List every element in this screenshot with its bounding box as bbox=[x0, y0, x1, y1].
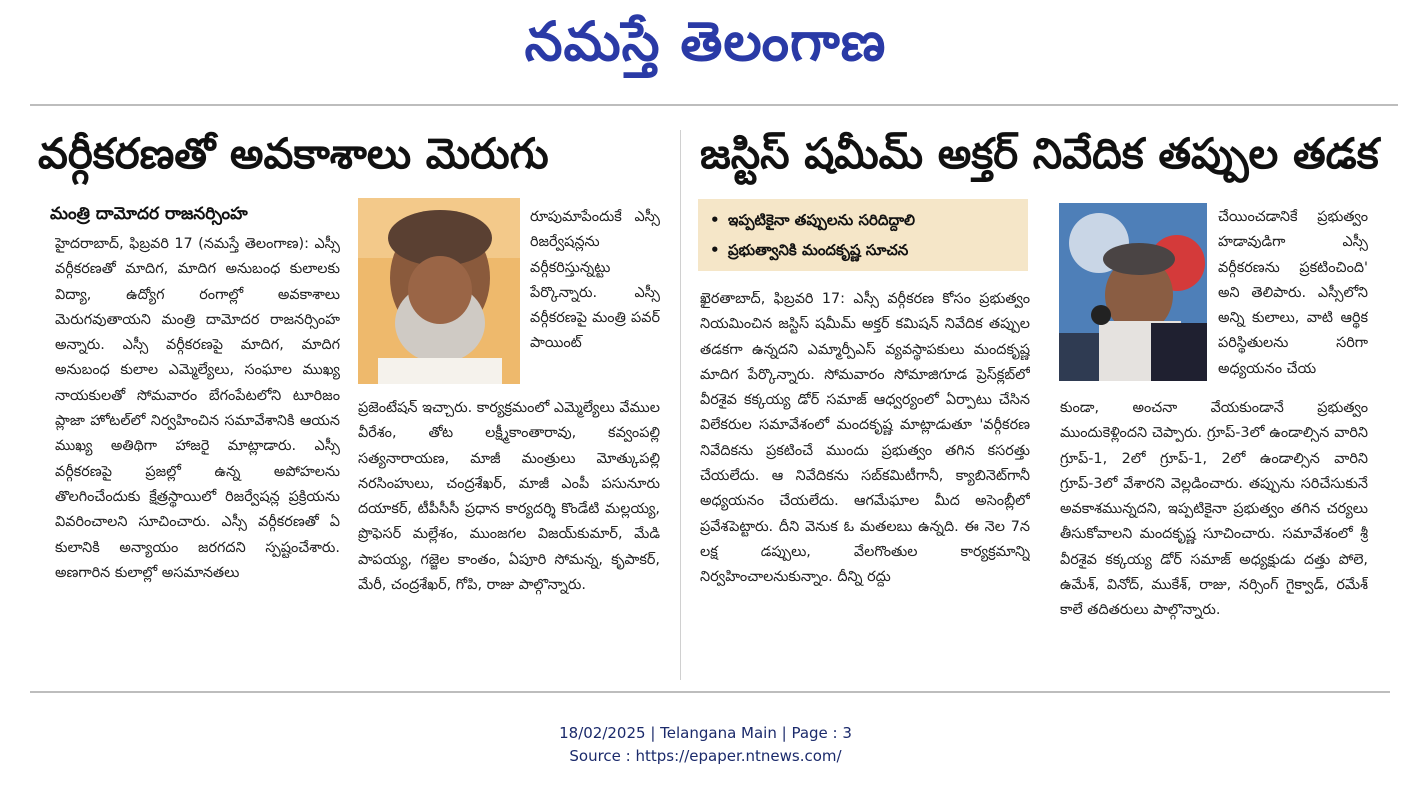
bullet-icon: • bbox=[710, 211, 720, 229]
masthead-divider bbox=[30, 104, 1398, 106]
footer-date-edition: 18/02/2025 | Telangana Main | Page : 3 bbox=[559, 724, 852, 742]
left-article-col2-top bbox=[530, 205, 660, 385]
left-article-headline: వర్గీకరణతో అవకాశాలు మెరుగు bbox=[38, 129, 549, 178]
bullet-icon: • bbox=[710, 241, 720, 259]
right-article-headline: జస్టిస్ షమీమ్ అక్తర్ నివేదిక తప్పుల తడక bbox=[700, 129, 1379, 178]
right-article-col1-text: ఖైరతాబాద్, ఫిబ్రవరి 17: ఎస్సీ వర్గీకరణ కోసం ప్రభుత్వం నియమించిన జస్టిస్ షమీమ్ అక్తర్ కమిషన్ నివేదిక తప్పుల తడకగా ఉన్నదని ఎమ్మార్పీఎస్ వ్యవస్థాపకులు మందకృష్ణ మాదిగ పేర్కొన్నారు. సోమవారం సోమాజిగూడ ప్రెస్‌క్లబ్‌లో వీరశైవ కక్కయ్య డోర్ సమాజ్ ఆధ్వర్యంలో ఏర్పాటు చేసిన విలేకరుల సమావేశంలో మందకృష్ణ మాట్లాడుతూ 'వర్గీకరణ నివేదికను ప్రకటించే ముందు ప్రభుత్వం తగిన కసరత్తు చేయలేదు. ఆ నివేదికను సబ్‌కమిటీగానీ, క్యాబినెట్‌గానీ అధ్యయనం చేయలేదు. ఆగమేఘాల మీద అసెంబ్లీలో ప్రవేశపెట్టారు. దీని వెనుక ఓ మతలబు ఉన్నది. ఈ నెల 7న లక్ష డప్పులు, వేలగొంతుల కార్యక్రమాన్ని నిర్వహించాలనుకున్నాం. దీన్ని రద్దు bbox=[700, 291, 1030, 586]
highlight-text: ప్రభుత్వానికి మందకృష్ణ సూచన bbox=[728, 241, 909, 259]
bottom-divider bbox=[30, 691, 1390, 693]
minister-portrait-image bbox=[358, 198, 520, 384]
footer-source: Source : https://epaper.ntnews.com/ bbox=[569, 747, 842, 765]
highlight-text: ఇప్పటికైనా తప్పులను సరిదిద్దాలి bbox=[728, 211, 916, 229]
left-article-col2-bottom-text: ప్రజెంటేషన్ ఇచ్చారు. కార్యక్రమంలో ఎమ్మెల్యేలు వేముల వీరేశం, తోట లక్ష్మీకాంతారావు, కవ్వంపల్లి సత్యనారాయణ, మాజీ మంత్రులు మోత్కుపల్లి నరసింహులు, చంద్రశేఖర్, మాజీ ఎంపీ పసునూరు దయాకర్, టీపీసీసీ ప్రధాన కార్యదర్శి కొండేటి మల్లయ్య, ప్రొఫెసర్ మల్లేశం, ముంజగల విజయ్‌కుమార్, మేడి పాపయ్య, గజ్జెల కాంతం, ఏపూరి సోమన్న, కృపాకర్, మేరీ, చంద్రశేఖర్, గోపి, రాజు పాల్గొన్నారు. bbox=[358, 400, 660, 594]
right-article-col2-top bbox=[1218, 205, 1368, 385]
left-article-byline: మంత్రి దామోదర రాజనర్సింహ bbox=[50, 204, 248, 224]
mandakrishna-portrait-image bbox=[1059, 203, 1207, 381]
left-article-col1 bbox=[55, 232, 340, 672]
right-article-col1 bbox=[700, 287, 1030, 685]
minister-photo bbox=[358, 198, 520, 384]
highlights-box bbox=[698, 199, 1028, 271]
highlight-item bbox=[710, 235, 1016, 265]
right-article-col2-top-text: చేయించడానికే ప్రభుత్వం హడావుడిగా ఎస్సీ వర్గీకరణను ప్రకటించింది' అని తెలిపారు. ఎస్సీలోని అన్ని కులాలు, వాటి ఆర్థిక పరిస్థితులను సరిగా అధ్యయనం చేయ bbox=[1218, 209, 1368, 377]
highlight-item bbox=[710, 205, 1016, 235]
column-divider bbox=[680, 130, 681, 680]
left-article-col2-bottom bbox=[358, 396, 660, 672]
right-article-col2-bottom-text: కుండా, అంచనా వేయకుండానే ప్రభుత్వం ముందుకెళ్లిందని చెప్పారు. గ్రూప్-3లో ఉండాల్సిన వారిని గ్రూప్-1, 2లో గ్రూప్-1, 2లో ఉండాల్సిన వారిని గ్రూప్-3లో వేశారని వెల్లడించారు. తప్పును సరిచేసుకునే అవకాశమున్నదని, ఇప్పటికైనా ప్రభుత్వం తగిన చర్యలు తీసుకోవాలని మందకృష్ణ సూచించారు. సమావేశంలో శ్రీ వీరశైవ కక్కయ్య డోర్ సమాజ్ అధ్యక్షుడు దత్తు పోలె, ఉమేశ్, వినోద్, ముకేశ్, రాజు, నర్సింగ్ గైక్వాడ్, రమేశ్ కాలే తదితరులు పాల్గొన్నారు. bbox=[1060, 400, 1368, 619]
right-article-col2-bottom bbox=[1060, 396, 1368, 676]
mandakrishna-photo bbox=[1059, 203, 1207, 381]
left-article-col1-text: హైదరాబాద్, ఫిబ్రవరి 17 (నమస్తే తెలంగాణ): ఎస్సీ వర్గీకరణతో మాదిగ, మాదిగ అనుబంధ కులాలకు విద్యా, ఉద్యోగ రంగాల్లో అవకాశాలు మెరుగవుతాయని మంత్రి దామోదర రాజనర్సింహ అన్నారు. ఎస్సీ వర్గీకరణపై మాదిగ, మాదిగ అనుబంధ కులాల ఎమ్మెల్యేలు, సంఘాల ముఖ్య నాయకులతో సోమవారం బేగంపేటలోని టూరిజం ప్లాజా హోటల్‌లో నిర్వహించిన సమావేశానికి ఆయన ముఖ్య అతిథిగా హాజరై మాట్లాడారు. ఎస్సీ వర్గీకరణపై ప్రజల్లో ఉన్న అపోహలను తొలగించేందుకు క్షేత్రస్థాయిలో రిజర్వేషన్ల ప్రక్రియను వివరించాలని సూచించారు. ఎస్సీ వర్గీకరణతో ఏ కులానికి అన్యాయం జరగదని స్పష్టంచేశారు. అణగారిన కులాల్లో అసమానతలు bbox=[55, 236, 340, 581]
newspaper-masthead: నమస్తే తెలంగాణ bbox=[524, 10, 887, 73]
left-article-col2-top-text: రూపుమాపేందుకే ఎస్సీ రిజర్వేషన్లను వర్గీకరిస్తున్నట్టు పేర్కొన్నారు. ఎస్సీ వర్గీకరణపై మంత్రి పవర్ పాయింట్ bbox=[530, 209, 660, 352]
